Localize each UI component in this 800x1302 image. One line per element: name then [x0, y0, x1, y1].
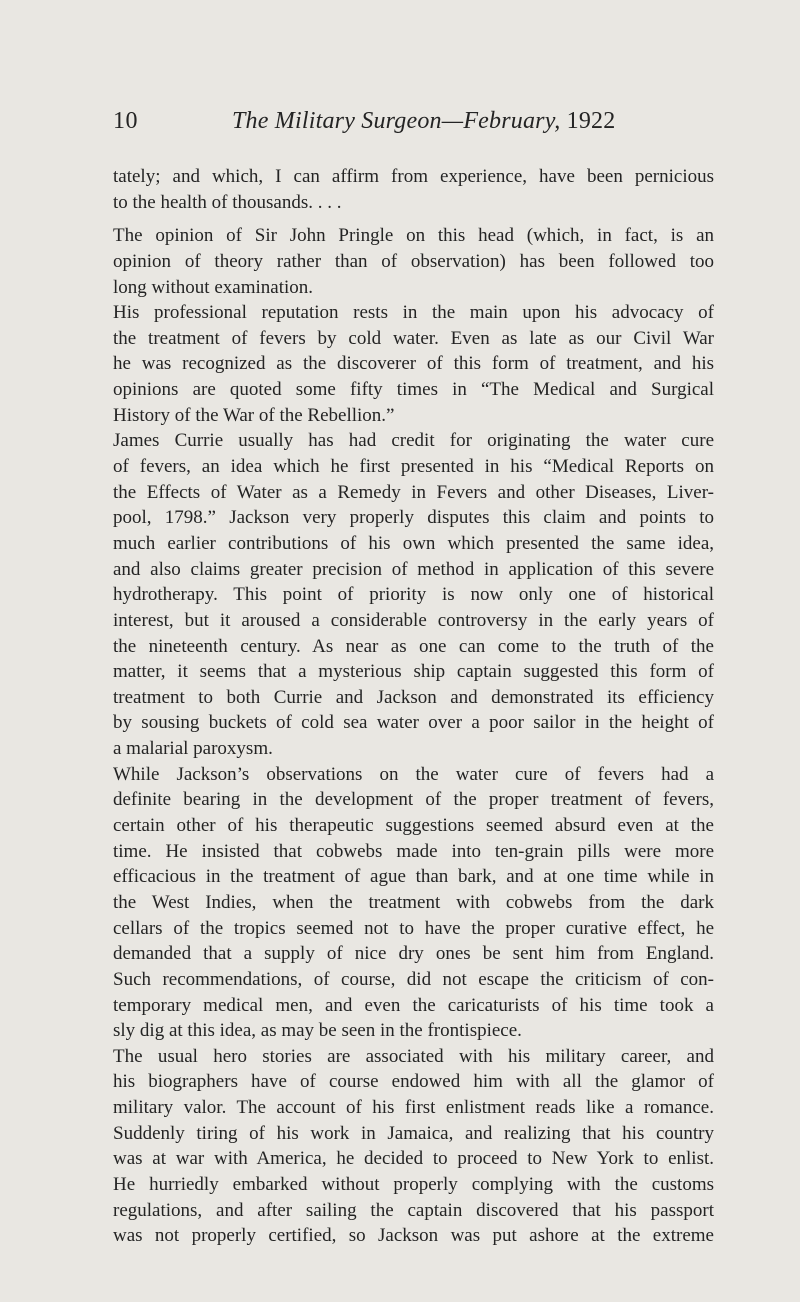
text-line: long without examination. — [113, 276, 314, 298]
text-line: James Currie usually has had credit for originating the water cure — [113, 430, 714, 452]
text-line: his biographers have of course endowed him with all the glamor of — [113, 1071, 714, 1093]
text-line: interest, but it aroused a considerable controversy in the early years of — [113, 609, 714, 631]
text-line: matter, it seems that a mysterious ship captain suggested this form of — [113, 661, 714, 683]
text-line: was not properly certified, so Jackson was put ashore at the extreme — [113, 1225, 714, 1247]
page-header — [113, 106, 713, 146]
journal-title: The Military Surgeon — [232, 108, 442, 134]
text-line: time. He insisted that cobwebs made into ten-grain pills were more — [113, 840, 714, 862]
text-line: His professional reputation rests in the main upon his advocacy of — [113, 302, 714, 324]
text-line: hydrotherapy. This point of priority is now only one of historical — [113, 584, 714, 606]
issue-month: February — [463, 108, 555, 134]
text-line: While Jackson’s observations on the water cure of fevers had a — [113, 763, 714, 785]
text-line: certain other of his therapeutic suggestions seemed absurd even at the — [113, 815, 714, 837]
text-line: regulations, and after sailing the captain discovered that his passport — [113, 1199, 714, 1221]
text-line: demanded that a supply of nice dry ones be sent him from England. — [113, 943, 714, 965]
text-line: sly dig at this idea, as may be seen in the frontispiece. — [113, 1020, 522, 1042]
text-line: by sousing buckets of cold sea water over a poor sailor in the height of — [113, 712, 714, 734]
text-line: military valor. The account of his first enlistment reads like a romance. — [113, 1097, 714, 1119]
text-line: Such recommendations, of course, did not escape the criticism of con- — [113, 968, 714, 990]
text-line: cellars of the tropics seemed not to have the proper curative effect, he — [113, 917, 714, 939]
text-line: The opinion of Sir John Pringle on this head (which, in fact, is an — [113, 225, 714, 247]
text-line: was at war with America, he decided to proceed to New York to enlist. — [113, 1148, 714, 1170]
text-line: the West Indies, when the treatment with cobwebs from the dark — [113, 891, 714, 913]
text-line: he was recognized as the discoverer of this form of treatment, and his — [113, 353, 714, 375]
text-line: much earlier contributions of his own which presented the same idea, — [113, 532, 714, 554]
issue-year: 1922 — [566, 108, 616, 134]
text-line: to the health of thousands. . . . — [113, 191, 342, 213]
text-line: the Effects of Water as a Remedy in Fevers and other Diseases, Liver- — [113, 481, 714, 503]
text-line: Suddenly tiring of his work in Jamaica, and realizing that his country — [113, 1122, 714, 1144]
text-line: definite bearing in the development of the proper treatment of fevers, — [113, 789, 714, 811]
text-line: temporary medical men, and even the caricaturists of his time took a — [113, 994, 714, 1016]
text-line: a malarial paroxysm. — [113, 738, 273, 760]
text-line: tately; and which, I can affirm from experience, have been pernicious — [113, 166, 714, 187]
text-line: the treatment of fevers by cold water. Even as late as our Civil War — [113, 327, 714, 349]
header-dash: — — [441, 108, 464, 134]
paragraph-gap — [113, 215, 714, 223]
article-body — [113, 164, 714, 1249]
page-number: 10 — [113, 108, 138, 134]
header-comma: , — [554, 108, 567, 134]
text-line: the nineteenth century. As near as one can come to the truth of the — [113, 635, 714, 657]
text-line: opinions are quoted some fifty times in “The Medical and Surgical — [113, 379, 714, 401]
text-line: treatment to both Currie and Jackson and demonstrated its efficiency — [113, 686, 714, 708]
text-line: efficacious in the treatment of ague than bark, and at one time while in — [113, 866, 714, 888]
text-line: of fevers, an idea which he first presented in his “Medical Reports on — [113, 456, 714, 478]
text-line: The usual hero stories are associated with his military career, and — [113, 1045, 714, 1067]
text-line: opinion of theory rather than of observation) has been followed too — [113, 250, 714, 272]
text-line: History of the War of the Rebellion.” — [113, 404, 395, 426]
text-line: pool, 1798.” Jackson very properly disputes this claim and points to — [113, 507, 714, 529]
text-line: He hurriedly embarked without properly complying with the customs — [113, 1173, 714, 1195]
text-line: and also claims greater precision of method in application of this severe — [113, 558, 714, 580]
running-head — [232, 106, 615, 136]
